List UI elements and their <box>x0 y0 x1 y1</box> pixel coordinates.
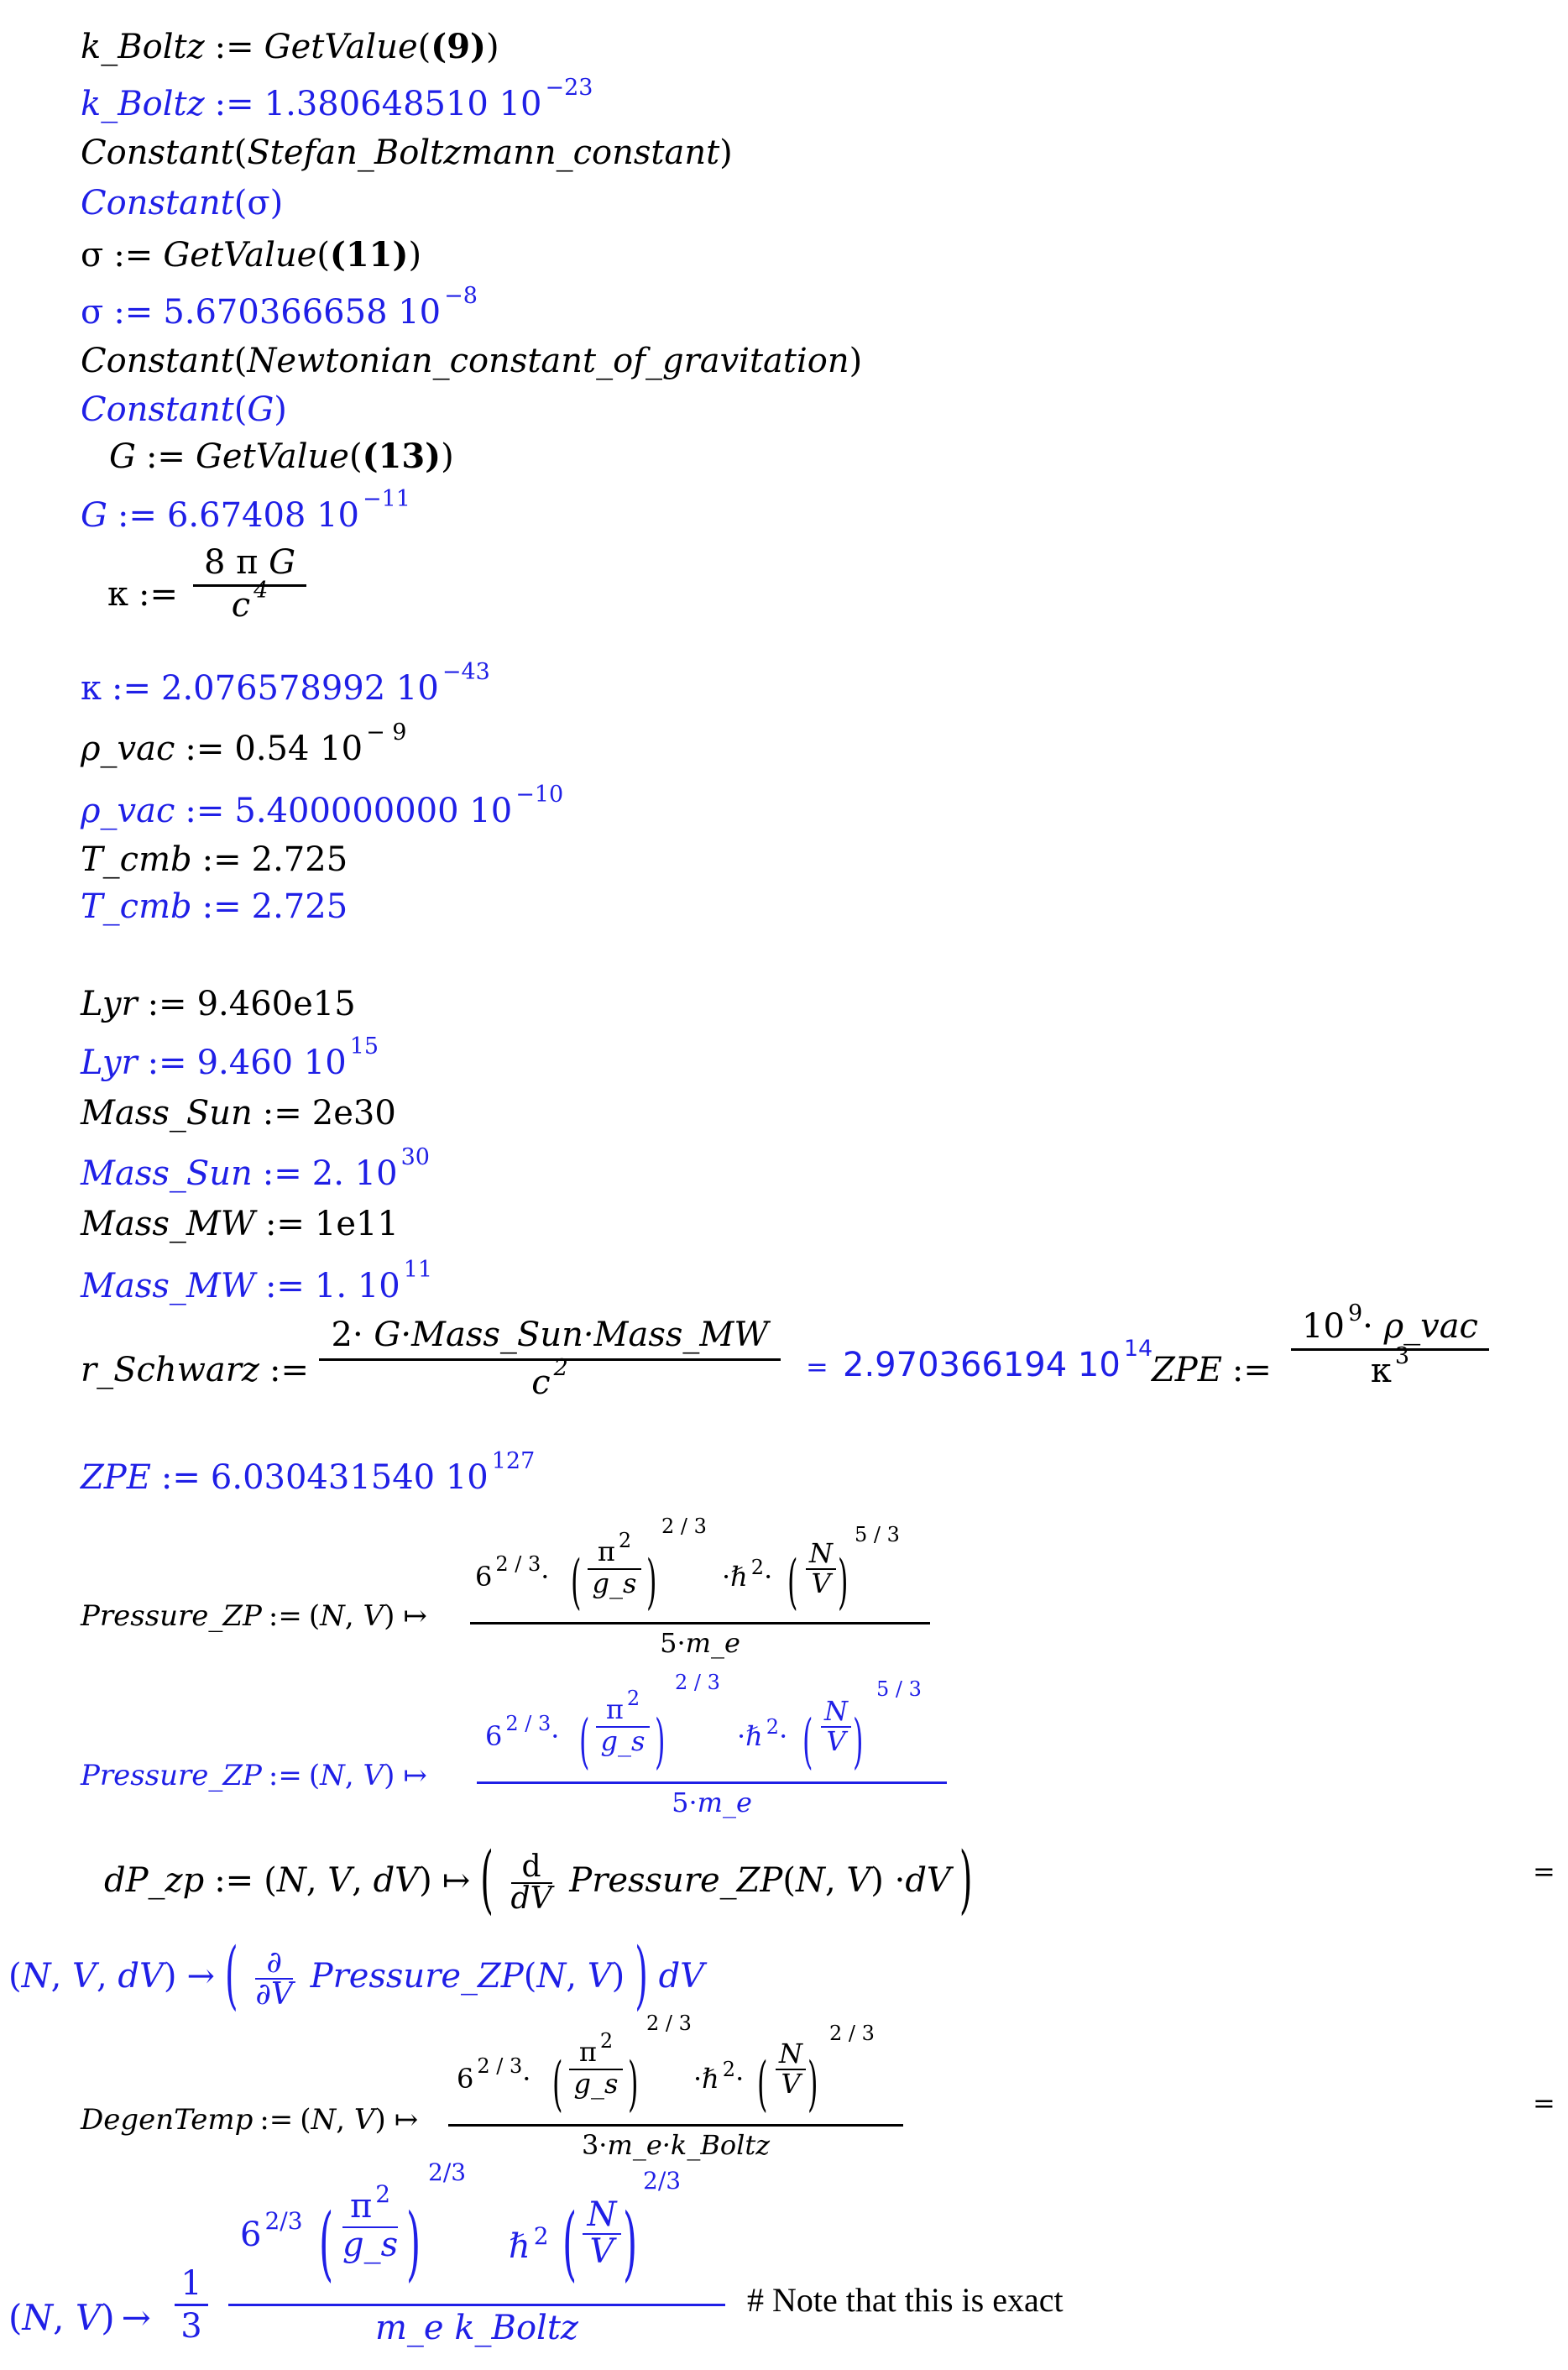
input-degentemp-lhs[interactable]: DegenTemp := (N, V) ↦ <box>81 2103 419 2137</box>
input-r-schwarz-lhs[interactable]: r_Schwarz := <box>81 1351 309 1389</box>
input-kappa-lhs[interactable]: κ := <box>107 575 178 614</box>
output-mass-mw: Mass_MW := 1. 10 $^{11}$ <box>81 1257 433 1305</box>
kappa-fraction: 8 π G c $^4$ <box>193 546 306 622</box>
output-kappa: κ := 2.076578992 10 $^{-43}$ <box>81 659 490 708</box>
input-g-getvalue[interactable]: G := GetValue((13)) <box>109 437 454 476</box>
input-k-boltz-getvalue[interactable]: k_Boltz := GetValue((9)) <box>81 27 499 66</box>
output-k-boltz: k_Boltz := 1.380648510 10 $^{-23}$ <box>81 75 593 123</box>
input-constant-stefan[interactable]: Constant(Stefan_Boltzmann_constant) <box>81 133 733 172</box>
r-schwarz-equals: = <box>806 1351 828 1383</box>
input-constant-newtonian[interactable]: Constant(Newtonian_constant_of_gravitation) <box>81 342 863 380</box>
input-dp-zp[interactable]: dP_zp := (N, V, dV) ↦ ( $\frac{d}{dV}$ Pressure_ZP(N, V) ·dV ) <box>104 1838 973 1923</box>
input-rho-vac[interactable]: ρ_vac := 0.54 10 $^{- 9}$ <box>81 719 407 768</box>
input-lyr[interactable]: Lyr := 9.460e15 <box>81 985 356 1023</box>
input-mass-mw[interactable]: Mass_MW := 1e11 <box>81 1205 399 1243</box>
input-mass-sun[interactable]: Mass_Sun := 2e30 <box>81 1094 396 1133</box>
output-constant-g: Constant(G) <box>81 390 287 429</box>
output-mass-sun: Mass_Sun := 2. 10 $^{30}$ <box>81 1144 430 1193</box>
zpe-fraction: 10 $^9$· ρ_vac κ $^3$ <box>1291 1310 1489 1388</box>
degentemp-fraction: 6 $^{2 / 3}$· ( π $^2$ g_s ) 2 / 3 ·ℏ $^2$· ( N V ) 2 / 3 3·m_e·k_Boltz <box>448 2013 903 2158</box>
input-zpe-lhs[interactable]: ZPE := <box>1152 1351 1272 1389</box>
output-pressure-zp-lhs: Pressure_ZP := (N, V) ↦ <box>81 1759 427 1792</box>
output-sigma: σ := 5.670366658 10 $^{-8}$ <box>81 283 478 332</box>
one-third: 1 3 <box>175 2267 208 2343</box>
output-pressure-zp-fraction: 6 $^{2 / 3}$· ( π $^2$ g_s ) 2 / 3 ·ℏ $^2$· ( N V ) 5 / 3 5·m_e <box>477 1672 947 1816</box>
output-r-schwarz: 2.970366194 10 $^{14}$ <box>843 1336 1153 1384</box>
output-dp-zp: (N, V, dV) → ( ∂ ∂V Pressure_ZP(N, V) ) dV <box>8 1933 705 2019</box>
output-degentemp-fraction: 6 $^{2/3}$ ( π $^2$ g_s ) 2/3 ℏ $^2$ ( N V ) 2/3 m_e k_Boltz <box>228 2161 725 2345</box>
input-t-cmb[interactable]: T_cmb := 2.725 <box>81 840 348 879</box>
input-sigma-getvalue[interactable]: σ := GetValue((11)) <box>81 235 422 275</box>
comment-note-exact: # Note that this is exact <box>747 2281 1064 2319</box>
output-degentemp-lhs: (N, V) → <box>8 2297 151 2338</box>
pressure-zp-fraction: 6 $^{2 / 3}$· ( π $^2$ g_s ) 2 / 3 ·ℏ $^2$· ( N V ) 5 / 3 5·m_e <box>470 1516 930 1656</box>
equals-sign-1: = <box>1533 1855 1555 1887</box>
output-constant-sigma: Constant(σ) <box>81 184 284 222</box>
output-zpe: ZPE := 6.030431540 10 $^{127}$ <box>81 1448 536 1497</box>
equals-sign-2: = <box>1533 2087 1555 2119</box>
r-schwarz-fraction: 2· G·Mass_Sun·Mass_MW c $^2$ <box>319 1318 781 1400</box>
output-lyr: Lyr := 9.460 10 $^{15}$ <box>81 1033 379 1082</box>
input-pressure-zp-lhs[interactable]: Pressure_ZP := (N, V) ↦ <box>81 1599 427 1633</box>
output-g: G := 6.67408 10 $^{-11}$ <box>81 486 410 535</box>
output-t-cmb: T_cmb := 2.725 <box>81 887 348 926</box>
output-rho-vac: ρ_vac := 5.400000000 10 $^{-10}$ <box>81 782 564 830</box>
